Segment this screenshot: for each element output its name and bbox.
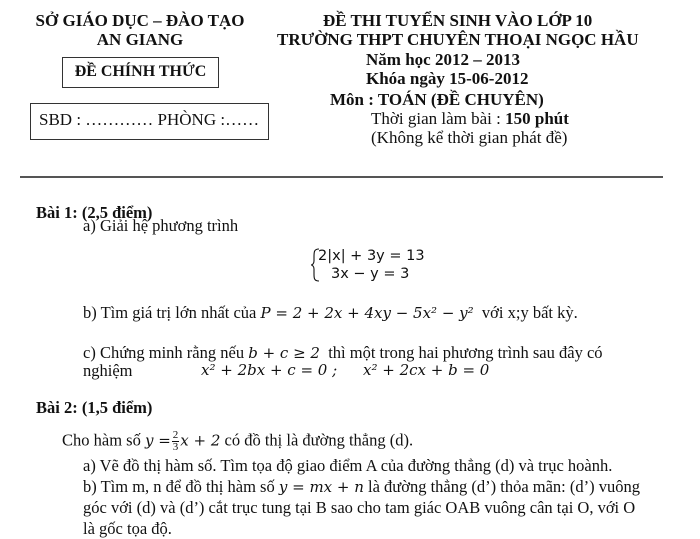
exam-subject: Môn : TOÁN (ĐỀ CHUYÊN)	[330, 90, 544, 109]
province-name: AN GIANG	[96, 30, 184, 49]
problem-2-intro	[62, 430, 413, 453]
problem-1b-expression: P = 2 + 2x + 4xy − 5x² − y²	[260, 304, 474, 322]
official-exam-label: ĐỀ CHÍNH THỨC	[74, 63, 207, 80]
problem-1b	[83, 303, 578, 323]
department-name: SỞ GIÁO DỤC – ĐÀO TẠO	[35, 11, 245, 30]
problem-1c-text3: nghiệm	[83, 361, 133, 380]
official-exam-badge	[62, 57, 219, 88]
problem-2-function-rhs: x + 2	[180, 431, 221, 450]
problem-1c-equation-1: x² + 2bx + c = 0 ;	[201, 361, 338, 379]
problem-1c-condition: b + c ≥ 2	[248, 344, 320, 362]
problem-2a-text: a) Vẽ đồ thị hàm số. Tìm tọa độ giao điểm A của đường thẳng (d) và trục hoành.	[83, 456, 613, 475]
school-name: TRƯỜNG THPT CHUYÊN THOẠI NGỌC HẦU	[277, 30, 639, 49]
duration-note: (Không kể thời gian phát đề)	[371, 128, 568, 147]
problem-2-intro-post: có đồ thị là đường thẳng (d).	[220, 430, 414, 450]
problem-1b-tail: với x;y bất kỳ.	[473, 303, 578, 322]
school-year: Năm học 2012 – 2013	[366, 50, 520, 69]
problem-2b-pre: b) Tìm m, n để đồ thị hàm số	[83, 477, 279, 496]
candidate-info-box	[30, 103, 269, 140]
problem-1c-text1: c) Chứng minh rằng nếu	[83, 343, 249, 362]
fraction-two-thirds: $\frac{2}{3}$	[172, 429, 179, 453]
exam-title: ĐỀ THI TUYỂN SINH VÀO LỚP 10	[323, 11, 593, 30]
candidate-info-label: SBD : ………… PHÒNG :……	[39, 110, 260, 129]
duration-label: Thời gian làm bài :	[371, 109, 506, 128]
problem-2b-line3: là gốc tọa độ.	[83, 519, 172, 538]
exam-date: Khóa ngày 15-06-2012	[366, 69, 529, 88]
problem-2b-post: là đường thẳng (d’) thỏa mãn: (d’) vuông	[363, 477, 640, 496]
problem-1c-line1	[83, 343, 603, 363]
problem-1c-text2: thì một trong hai phương trình sau đây có	[319, 343, 603, 362]
problem-2-heading: Bài 2: (1,5 điểm)	[36, 398, 153, 417]
problem-2b-line1	[83, 477, 640, 497]
exam-duration	[371, 109, 569, 129]
problem-1a-text: a) Giải hệ phương trình	[83, 216, 239, 235]
duration-value: 150 phút	[505, 109, 569, 128]
system-equation-1: 2|x| + 3y = 13	[318, 248, 425, 264]
header-divider	[20, 176, 663, 178]
problem-1b-text: b) Tìm giá trị lớn nhất của	[83, 303, 261, 322]
problem-2-function-lhs: y =	[144, 431, 171, 450]
problem-2b-expression: y = mx + n	[278, 478, 364, 496]
system-equation-2: 3x − y = 3	[331, 266, 410, 282]
problem-2-intro-pre: Cho hàm số	[62, 430, 145, 450]
problem-2b-line2: góc với (d) và (d’) cắt trục tung tại B sao cho tam giác OAB vuông cân tại O, với O	[83, 498, 636, 517]
problem-1-heading: Bài 1: (2,5 điểm)	[36, 203, 153, 222]
problem-1c-equation-2: x² + 2cx + b = 0	[363, 361, 490, 379]
